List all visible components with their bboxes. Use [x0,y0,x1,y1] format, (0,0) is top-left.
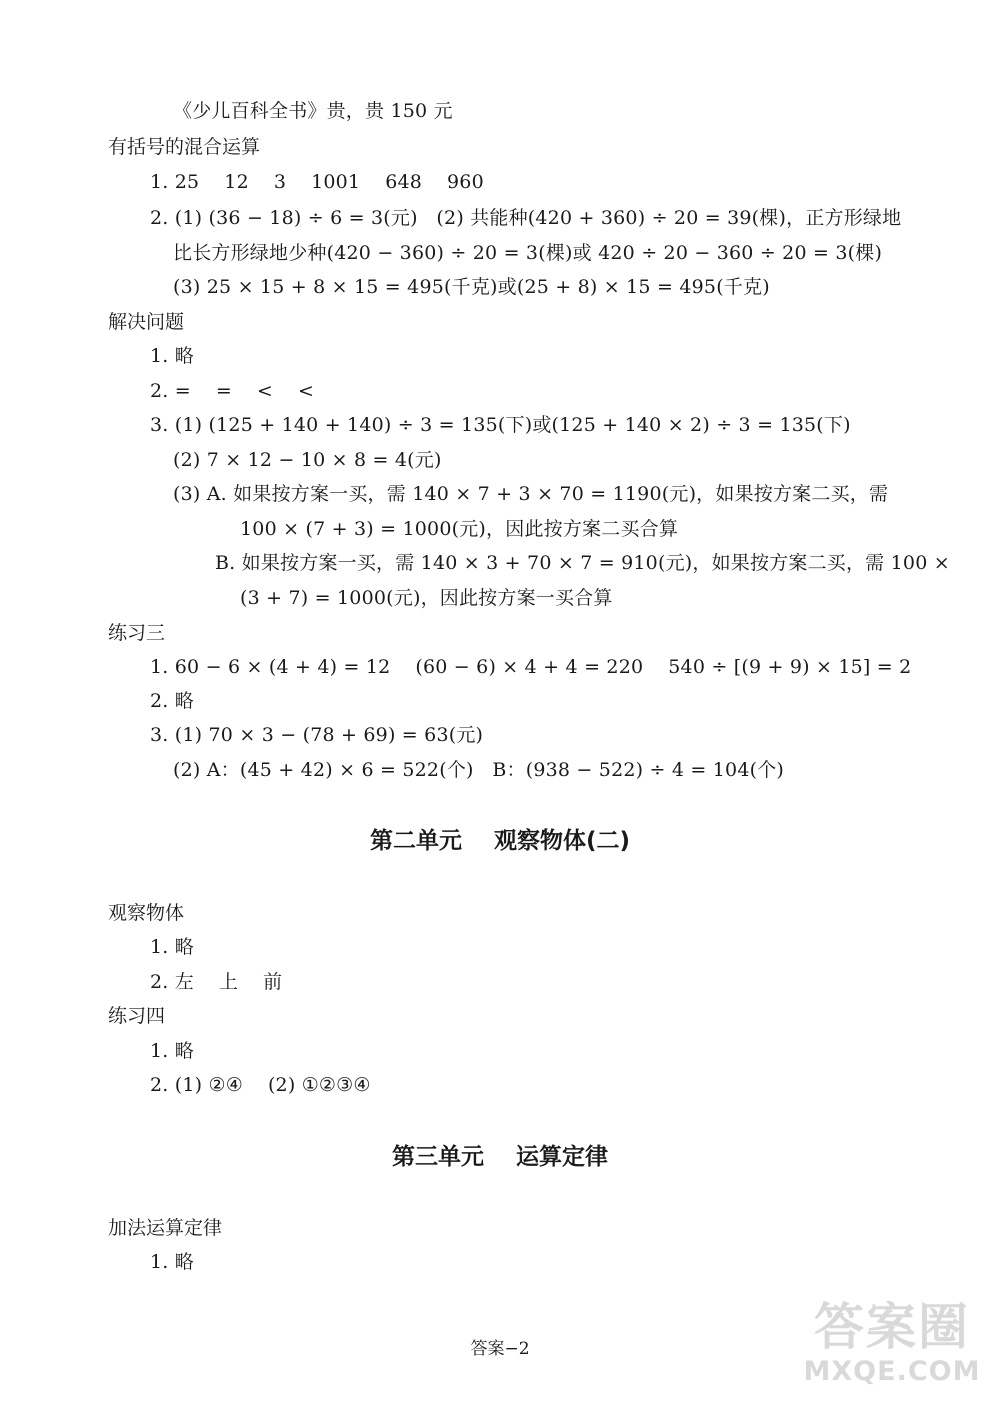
answer-line: 2. (1) ②④ (2) ①②③④ [150,1074,371,1096]
answer-line: 3. (1) (125 + 140 + 140) ÷ 3 = 135(下)或(125 + 140 × 2) ÷ 3 = 135(下) [150,414,851,436]
answer-line: 1. 略 [150,1040,194,1062]
answer-line: 1. 60 − 6 × (4 + 4) = 12 (60 − 6) × 4 + 4 = 220 540 ÷ [(9 + 9) × 15] = 2 [150,656,912,678]
section-heading: 解决问题 [108,311,185,333]
answer-line: B. 如果按方案一买，需 140 × 3 + 70 × 7 = 910(元)，如果按方案二买，需 100 × [215,552,950,574]
page-number: 答案−2 [470,1339,530,1359]
unit-title: 第三单元 运算定律 [391,1144,609,1170]
unit-title: 第二单元 观察物体(二) [369,828,631,854]
answer-line: 比长方形绿地少种(420 − 360) ÷ 20 = 3(棵)或 420 ÷ 20 − 360 ÷ 20 = 3(棵) [173,242,883,264]
answer-line: (3 + 7) = 1000(元)，因此按方案一买合算 [240,587,613,609]
answer-line: 100 × (7 + 3) = 1000(元)，因此按方案二买合算 [240,518,679,540]
section-heading: 观察物体 [108,902,185,924]
section-heading: 有括号的混合运算 [108,136,261,158]
answer-line: 《少儿百科全书》贵，贵 150 元 [173,100,453,122]
answer-line: 2. 略 [150,690,194,712]
answer-line: 1. 略 [150,345,194,367]
answer-line: 1. 略 [150,1251,194,1273]
answer-line: 2. = = < < [150,380,315,402]
section-heading: 加法运算定律 [108,1217,223,1239]
answer-line: 3. (1) 70 × 3 − (78 + 69) = 63(元) [150,724,484,746]
watermark-logo [802,1298,982,1394]
section-heading: 练习三 [108,622,166,644]
section-heading: 练习四 [108,1005,166,1027]
answer-line: 2. 左 上 前 [150,971,283,993]
answer-line: (3) A. 如果按方案一买，需 140 × 7 + 3 × 70 = 1190(元)，如果按方案二买，需 [173,483,889,505]
watermark-url: MXQE.COM [803,1356,981,1387]
answer-line: (3) 25 × 15 + 8 × 15 = 495(千克)或(25 + 8) × 15 = 495(千克) [173,276,770,298]
watermark-text: 答案圈 [814,1298,970,1356]
answer-line: 2. (1) (36 − 18) ÷ 6 = 3(元) (2) 共能种(420 + 360) ÷ 20 = 39(棵)，正方形绿地 [150,207,902,229]
answer-line: (2) 7 × 12 − 10 × 8 = 4(元) [173,449,442,471]
answer-line: (2) A：(45 + 42) × 6 = 522(个) B：(938 − 522) ÷ 4 = 104(个) [173,759,785,781]
answer-line: 1. 25 12 3 1001 648 960 [150,171,484,193]
answer-line: 1. 略 [150,936,194,958]
